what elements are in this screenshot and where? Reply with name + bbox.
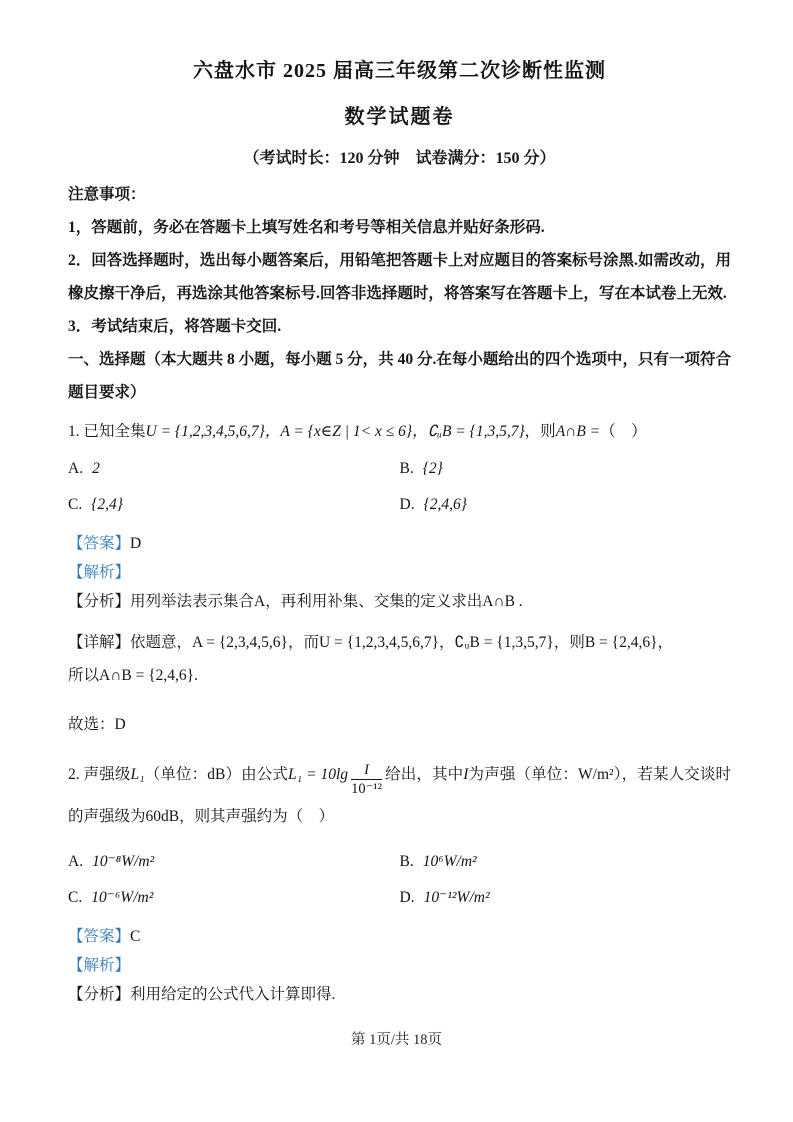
q2-option-a-value: 10⁻⁸W/m² [92,853,155,870]
question-1 [68,415,731,741]
q2-stem-mid2: 给出，其中 [384,766,464,783]
q1-xiangjie-line2: 所以A∩B = {2,4,6}. [68,667,198,684]
q2-stem-prefix: 2. 声强级 [68,766,131,783]
q1-option-c-label: C. [68,496,83,513]
q2-answer-value: C [130,928,141,945]
question-1-stem [68,415,731,448]
exam-duration-info: （考试时长：120 分钟 试卷满分：150 分） [243,150,556,167]
notice-heading: 注意事项： [68,186,146,203]
q1-fenxi-line: 【分析】用列举法表示集合A，再利用补集、交集的定义求出A∩B . [68,593,523,610]
q2-formula-lhs: L₁ = 10lg [288,766,349,783]
q2-option-d-label: D. [399,889,415,906]
q1-xiangjie-label: 【详解】 [68,634,131,651]
q1-option-a-label: A. [68,460,84,477]
q2-option-c-value: 10⁻⁶W/m² [91,889,154,906]
q1-option-b-label: B. [399,460,414,477]
q1-jiexi-line [68,558,731,587]
q1-answer-value: D [130,535,142,552]
page-number: 第 1页/共 18页 [350,1032,443,1048]
q2-option-a [68,851,400,872]
q2-formula-fraction [351,763,382,797]
q2-jiexi-line [68,951,731,980]
question-1-options [68,458,731,515]
q2-option-a-label: A. [68,853,84,870]
q2-option-d-value: 10⁻¹²W/m² [423,889,490,906]
q2-jiexi-label: 【解析】 [68,957,131,974]
q1-option-b-value: {2} [422,460,443,477]
q1-answer-label: 【答案】 [68,535,131,552]
q2-option-c [68,887,400,908]
q2-answer-line [68,922,731,951]
notice-section [68,178,731,343]
notice-item-1: 1，答题前，务必在答题卡上填写姓名和考号等相关信息并贴好条形码. [68,219,545,236]
q2-stem-mid1: （单位：dB）由公式 [144,766,289,783]
q2-option-c-label: C. [68,889,83,906]
q1-stem-paren: （ ） [600,423,647,440]
q1-jiexi-label: 【解析】 [68,564,131,581]
q2-option-d [400,887,732,908]
q1-option-d [400,494,732,515]
q1-xiangjie [68,626,731,692]
notice-item-3: 3．考试结束后，将答题卡交回. [68,318,282,335]
question-2 [68,755,731,1009]
q1-option-d-label: D. [399,496,415,513]
q2-fenxi-line: 【分析】利用给定的公式代入计算即得. [68,986,336,1003]
exam-title: 六盘水市 2025 届高三年级第二次诊断性监测 [193,60,606,82]
q1-option-a-value: 2 [92,460,100,477]
q1-option-a [68,458,400,479]
q1-stem-formula: U = {1,2,3,4,5,6,7}，A = {x∈Z | 1< x ≤ 6}，∁ᵤB = {1,3,5,7} [145,423,525,440]
q1-xiangjie-text: 依题意，A = {2,3,4,5,6}，而U = {1,2,3,4,5,6,7}，∁ᵤB = {1,3,5,7}，则B = {2,4,6}， [130,634,674,651]
question-2-stem [68,755,731,836]
question-2-options [68,851,731,908]
q2-level-symbol: L₁ [130,766,145,783]
q1-stem-mid: ，则 [524,423,556,440]
q1-option-c [68,494,400,515]
section-1-heading: 一、选择题（本大题共 8 小题，每小题 5 分，共 40 分.在每小题给出的四个选项中，只有一项符合题目要求） [68,351,731,401]
q2-option-b-label: B. [399,853,414,870]
q1-option-c-value: {2,4} [91,496,123,513]
q1-answer-line [68,529,731,558]
q2-fraction-denominator: 10⁻¹² [351,781,382,797]
q2-fraction-numerator: I [351,763,382,781]
q1-stem-formula-2: A∩B = [555,423,601,440]
q2-stem-mid3: 为声强（单位：W/m²），若某人交谈时的声强级为60dB，则其声强约为（ ） [68,766,731,825]
q2-option-b-value: 10⁶W/m² [422,853,477,870]
q1-option-d-value: {2,4,6} [423,496,467,513]
q1-stem-prefix: 1. 已知全集 [68,423,146,440]
q2-intensity-symbol: I [463,766,469,783]
q2-option-b [400,851,732,872]
q1-conclusion: 故选：D [68,716,126,733]
notice-item-2: 2．回答选择题时，选出每小题答案后，用铅笔把答题卡上对应题目的答案标号涂黑.如需改动，用橡皮擦干净后，再选涂其他答案标号.回答非选择题时，将答案写在答题卡上，写在本试卷上无效. [68,252,731,302]
q1-option-b [400,458,732,479]
exam-subtitle: 数学试题卷 [344,106,455,128]
q2-answer-label: 【答案】 [68,928,131,945]
